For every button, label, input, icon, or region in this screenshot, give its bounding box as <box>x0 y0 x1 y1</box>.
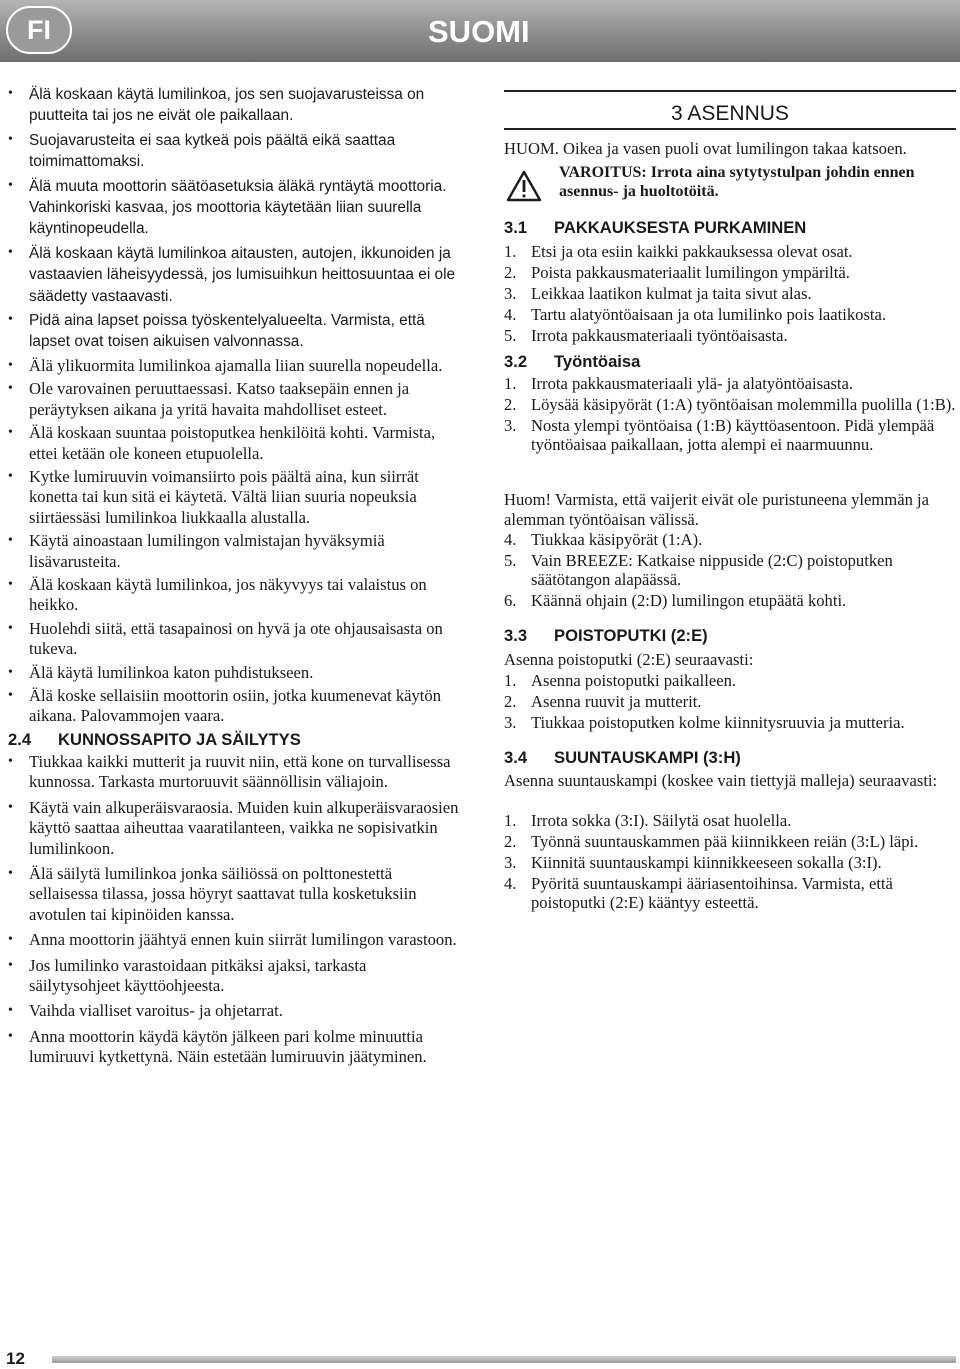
list-item <box>8 798 460 859</box>
step-number: 1. <box>504 811 517 830</box>
list-item <box>8 531 460 572</box>
step-number: 3. <box>504 416 517 435</box>
list-item <box>8 130 460 173</box>
section-number: 3.1 <box>504 218 528 237</box>
handle-steps-a <box>504 374 956 456</box>
list-item <box>504 284 956 303</box>
list-item <box>8 243 460 307</box>
list-item-text: Älä koske sellaisiin moottorin osiin, jotka kuumenevat käytön aikana. Palovammojen vaara. <box>29 685 442 726</box>
maintenance-list <box>8 752 460 1073</box>
list-item <box>8 686 460 727</box>
list-item-text: Tiukkaa kaikki mutterit ja ruuvit niin, että kone on turvallisessa kunnossa. Tarkasta murtoruuvit säännöllisin väliajoin. <box>29 752 451 792</box>
deflector-intro: Asenna suuntauskampi (koskee vain tiettyjä malleja) seuraavasti: <box>504 771 938 790</box>
section-number: 3.4 <box>504 748 528 767</box>
list-item <box>8 752 460 793</box>
deflector-steps <box>504 811 956 914</box>
divider-top <box>504 90 956 92</box>
list-item <box>8 1001 460 1021</box>
step-number: 3. <box>504 713 517 732</box>
list-item <box>8 176 460 240</box>
list-item <box>8 864 460 925</box>
chute-intro: Asenna poistoputki (2:E) seuraavasti: <box>504 650 754 669</box>
list-item <box>504 374 956 393</box>
section-number: 3.2 <box>504 352 528 371</box>
section-title: KUNNOSSAPITO JA SÄILYTYS <box>58 730 301 749</box>
step-number: 1. <box>504 242 517 261</box>
list-item <box>504 326 956 345</box>
step-number: 4. <box>504 874 517 893</box>
step-text: Nosta ylempi työntöaisa (1:B) käyttöasentoon. Pidä ylempää työntöaisaa paikallaan, jotta alempi ei naarmuunnu. <box>531 416 935 455</box>
list-item <box>504 832 956 851</box>
list-item-text: Jos lumilinko varastoidaan pitkäksi ajaksi, tarkasta säilytysohjeet käyttöohjeesta. <box>29 955 367 996</box>
list-item-text: Ole varovainen peruuttaessasi. Katso taaksepäin ennen ja peräytyksen aikana ja yritä havaita mahdolliset esteet. <box>29 379 410 419</box>
section-heading-chute <box>504 626 708 646</box>
list-item-text: Käytä vain alkuperäisvaraosia. Muiden kuin alkuperäisvaraosien käyttö saattaa aiheuttaa vaaratilanteen, vaikka ne sopisivatkin lumilinkoon. <box>29 797 459 858</box>
list-item-text: Vaihda vialliset varoitus- ja ohjetarrat. <box>29 1001 283 1021</box>
list-item <box>8 310 460 353</box>
list-item <box>504 692 956 711</box>
divider-bottom <box>504 128 956 130</box>
section-title: PAKKAUKSESTA PURKAMINEN <box>554 218 807 237</box>
list-item <box>504 874 956 913</box>
warning-text: VAROITUS: Irrota aina sytytystulpan johdin ennen asennus- ja huoltotöitä. <box>559 164 915 200</box>
step-text: Työnnä suuntauskammen pää kiinnikkeen reiän (3:L) läpi. <box>531 832 919 851</box>
list-item <box>504 853 956 872</box>
section-heading-unpacking <box>504 218 806 238</box>
unpacking-steps <box>504 242 956 347</box>
step-number: 6. <box>504 591 517 611</box>
step-number: 2. <box>504 692 517 711</box>
step-text: Tiukkaa poistoputken kolme kiinnitysruuvia ja mutteria. <box>531 713 905 732</box>
list-item <box>8 379 460 420</box>
list-item-text: Älä ylikuormita lumilinkoa ajamalla liian suurella nopeudella. <box>29 355 443 375</box>
section-title: POISTOPUTKI (2:E) <box>554 626 708 645</box>
step-number: 2. <box>504 263 517 282</box>
list-item-text: Käytä ainoastaan lumilingon valmistajan hyväksymiä lisävarusteita. <box>29 531 385 571</box>
list-item <box>8 1027 460 1068</box>
list-item <box>8 84 460 127</box>
list-item-text: Pidä aina lapset poissa työskentelyalueelta. Varmista, että lapset ovat toisen aikuisen valvonnassa. <box>29 312 425 351</box>
step-text: Kiinnitä suuntauskampi kiinnikkeeseen sokalla (3:I). <box>531 853 882 872</box>
handle-note: Huom! Varmista, että vaijerit eivät ole puristuneena ylemmän ja alemman työntöaisan välissä. <box>504 490 930 529</box>
section-number: 3.3 <box>504 626 528 645</box>
list-item-text: Älä käytä lumilinkoa katon puhdistukseen. <box>29 662 314 682</box>
language-title: SUOMI <box>428 14 530 49</box>
list-item <box>504 242 956 261</box>
page-number: 12 <box>6 1349 25 1368</box>
list-item-text: Suojavarusteita ei saa kytkeä pois päältä eikä saattaa toimimattomaksi. <box>29 131 396 171</box>
list-item <box>504 416 956 455</box>
list-item <box>8 930 460 950</box>
step-text: Poista pakkausmateriaalit lumilingon ympäriltä. <box>531 263 850 282</box>
list-item <box>504 263 956 282</box>
note-paragraph: HUOM. Oikea ja vasen puoli ovat lumilingon takaa katsoen. <box>504 139 907 158</box>
list-item-text: Älä koskaan käytä lumilinkoa, jos sen suojavarusteissa on puutteita tai jos ne eivät ole paikallaan. <box>29 86 425 125</box>
list-item <box>8 619 460 660</box>
list-item <box>504 671 956 690</box>
section-heading-deflector <box>504 748 741 768</box>
step-number: 3. <box>504 853 517 872</box>
step-number: 1. <box>504 671 517 690</box>
step-number: 3. <box>504 284 517 303</box>
section-title: Työntöaisa <box>554 352 641 371</box>
list-item-text: Huolehdi siitä, että tasapainosi on hyvä ja ote ohjausaisasta on tukeva. <box>29 618 443 659</box>
list-item-text: Älä koskaan käytä lumilinkoa, jos näkyvyys tai valaistus on heikko. <box>29 574 427 615</box>
warning-triangle-icon <box>506 170 542 202</box>
handle-steps-b <box>504 530 956 612</box>
chute-steps <box>504 671 956 734</box>
list-item-text: Älä koskaan suuntaa poistoputkea henkilöitä kohti. Varmista, ettei ketään ole koneen etupuolella. <box>29 423 436 463</box>
step-text: Irrota pakkausmateriaali ylä- ja alatyöntöaisasta. <box>531 374 854 393</box>
list-item-text: Anna moottorin käydä käytön jälkeen pari kolme minuuttia lumiruuvi kytkettynä. Näin estetään lumiruuvin jäätyminen. <box>29 1026 427 1067</box>
step-text: Asenna poistoputki paikalleen. <box>531 671 737 690</box>
step-text: Käännä ohjain (2:D) lumilingon etupäätä kohti. <box>531 591 847 611</box>
step-text: Tartu alatyöntöaisaan ja ota lumilinko pois laatikosta. <box>531 305 887 324</box>
step-text: Irrota sokka (3:I). Säilytä osat huolella. <box>531 811 792 830</box>
step-number: 5. <box>504 326 517 345</box>
list-item <box>504 530 956 549</box>
list-item <box>504 811 956 830</box>
step-number: 2. <box>504 395 517 414</box>
list-item <box>504 395 956 414</box>
step-text: Leikkaa laatikon kulmat ja taita sivut alas. <box>531 284 812 303</box>
step-number: 4. <box>504 305 517 324</box>
section-title: SUUNTAUSKAMPI (3:H) <box>554 748 741 767</box>
step-number: 2. <box>504 832 517 851</box>
section-heading-maintenance <box>8 730 301 750</box>
list-item-text: Älä koskaan käytä lumilinkoa aitausten, autojen, ikkunoiden ja vastaavien läheisyydessä, jos lumisuihkun heittosuuntaa ei ole säädetty vastaavasti. <box>29 244 456 305</box>
section-number: 2.4 <box>8 730 32 749</box>
list-item <box>8 423 460 464</box>
section-heading-handle <box>504 352 640 372</box>
language-code-badge: FI <box>6 6 72 54</box>
list-item <box>8 356 460 376</box>
step-text: Löysää käsipyörät (1:A) työntöaisan molemmilla puolilla (1:B). <box>531 395 956 414</box>
list-item-text: Älä säilytä lumilinkoa jonka säiliössä on polttonestettä sellaisessa tilassa, jossa höyryt saattavat tulla kosketuksiin avotulen tai kipinöiden kanssa. <box>29 864 417 924</box>
list-item-text: Kytke lumiruuvin voimansiirto pois päältä aina, kun siirrät konetta tai kun sitä ei käytetä. Vältä liian suuria nopeuksia siirtäessäsi lumilinkoa liukkaalla alustalla. <box>29 466 419 527</box>
step-text: Pyöritä suuntauskampi ääriasentoihinsa. Varmista, että poistoputki (2:E) kääntyy esteettä. <box>531 874 893 913</box>
list-item-text: Anna moottorin jäähtyä ennen kuin siirrät lumilingon varastoon. <box>29 930 457 950</box>
step-text: Tiukkaa käsipyörät (1:A). <box>531 530 703 549</box>
list-item <box>8 663 460 683</box>
list-item <box>8 956 460 997</box>
list-item-text: Älä muuta moottorin säätöasetuksia äläkä ryntäytä moottoria. Vahinkoriski kasvaa, jos moottoria käytetään liian suurella käyntinopeudella. <box>29 177 447 238</box>
step-number: 4. <box>504 530 517 549</box>
list-item <box>504 305 956 324</box>
safety-instructions-list <box>8 84 460 730</box>
footer-bar <box>52 1356 956 1363</box>
list-item <box>504 713 956 732</box>
list-item <box>504 551 956 590</box>
step-number: 5. <box>504 551 517 570</box>
chapter-heading: 3 ASENNUS <box>671 102 789 125</box>
step-text: Asenna ruuvit ja mutterit. <box>531 692 702 711</box>
step-text: Vain BREEZE: Katkaise nippuside (2:C) poistoputken säätötangon alapäässä. <box>531 551 893 590</box>
step-number: 1. <box>504 374 517 393</box>
list-item <box>504 591 956 610</box>
list-item <box>8 575 460 616</box>
step-text: Irrota pakkausmateriaali työntöaisasta. <box>531 326 788 345</box>
list-item <box>8 467 460 528</box>
step-text: Etsi ja ota esiin kaikki pakkauksessa olevat osat. <box>531 242 853 261</box>
